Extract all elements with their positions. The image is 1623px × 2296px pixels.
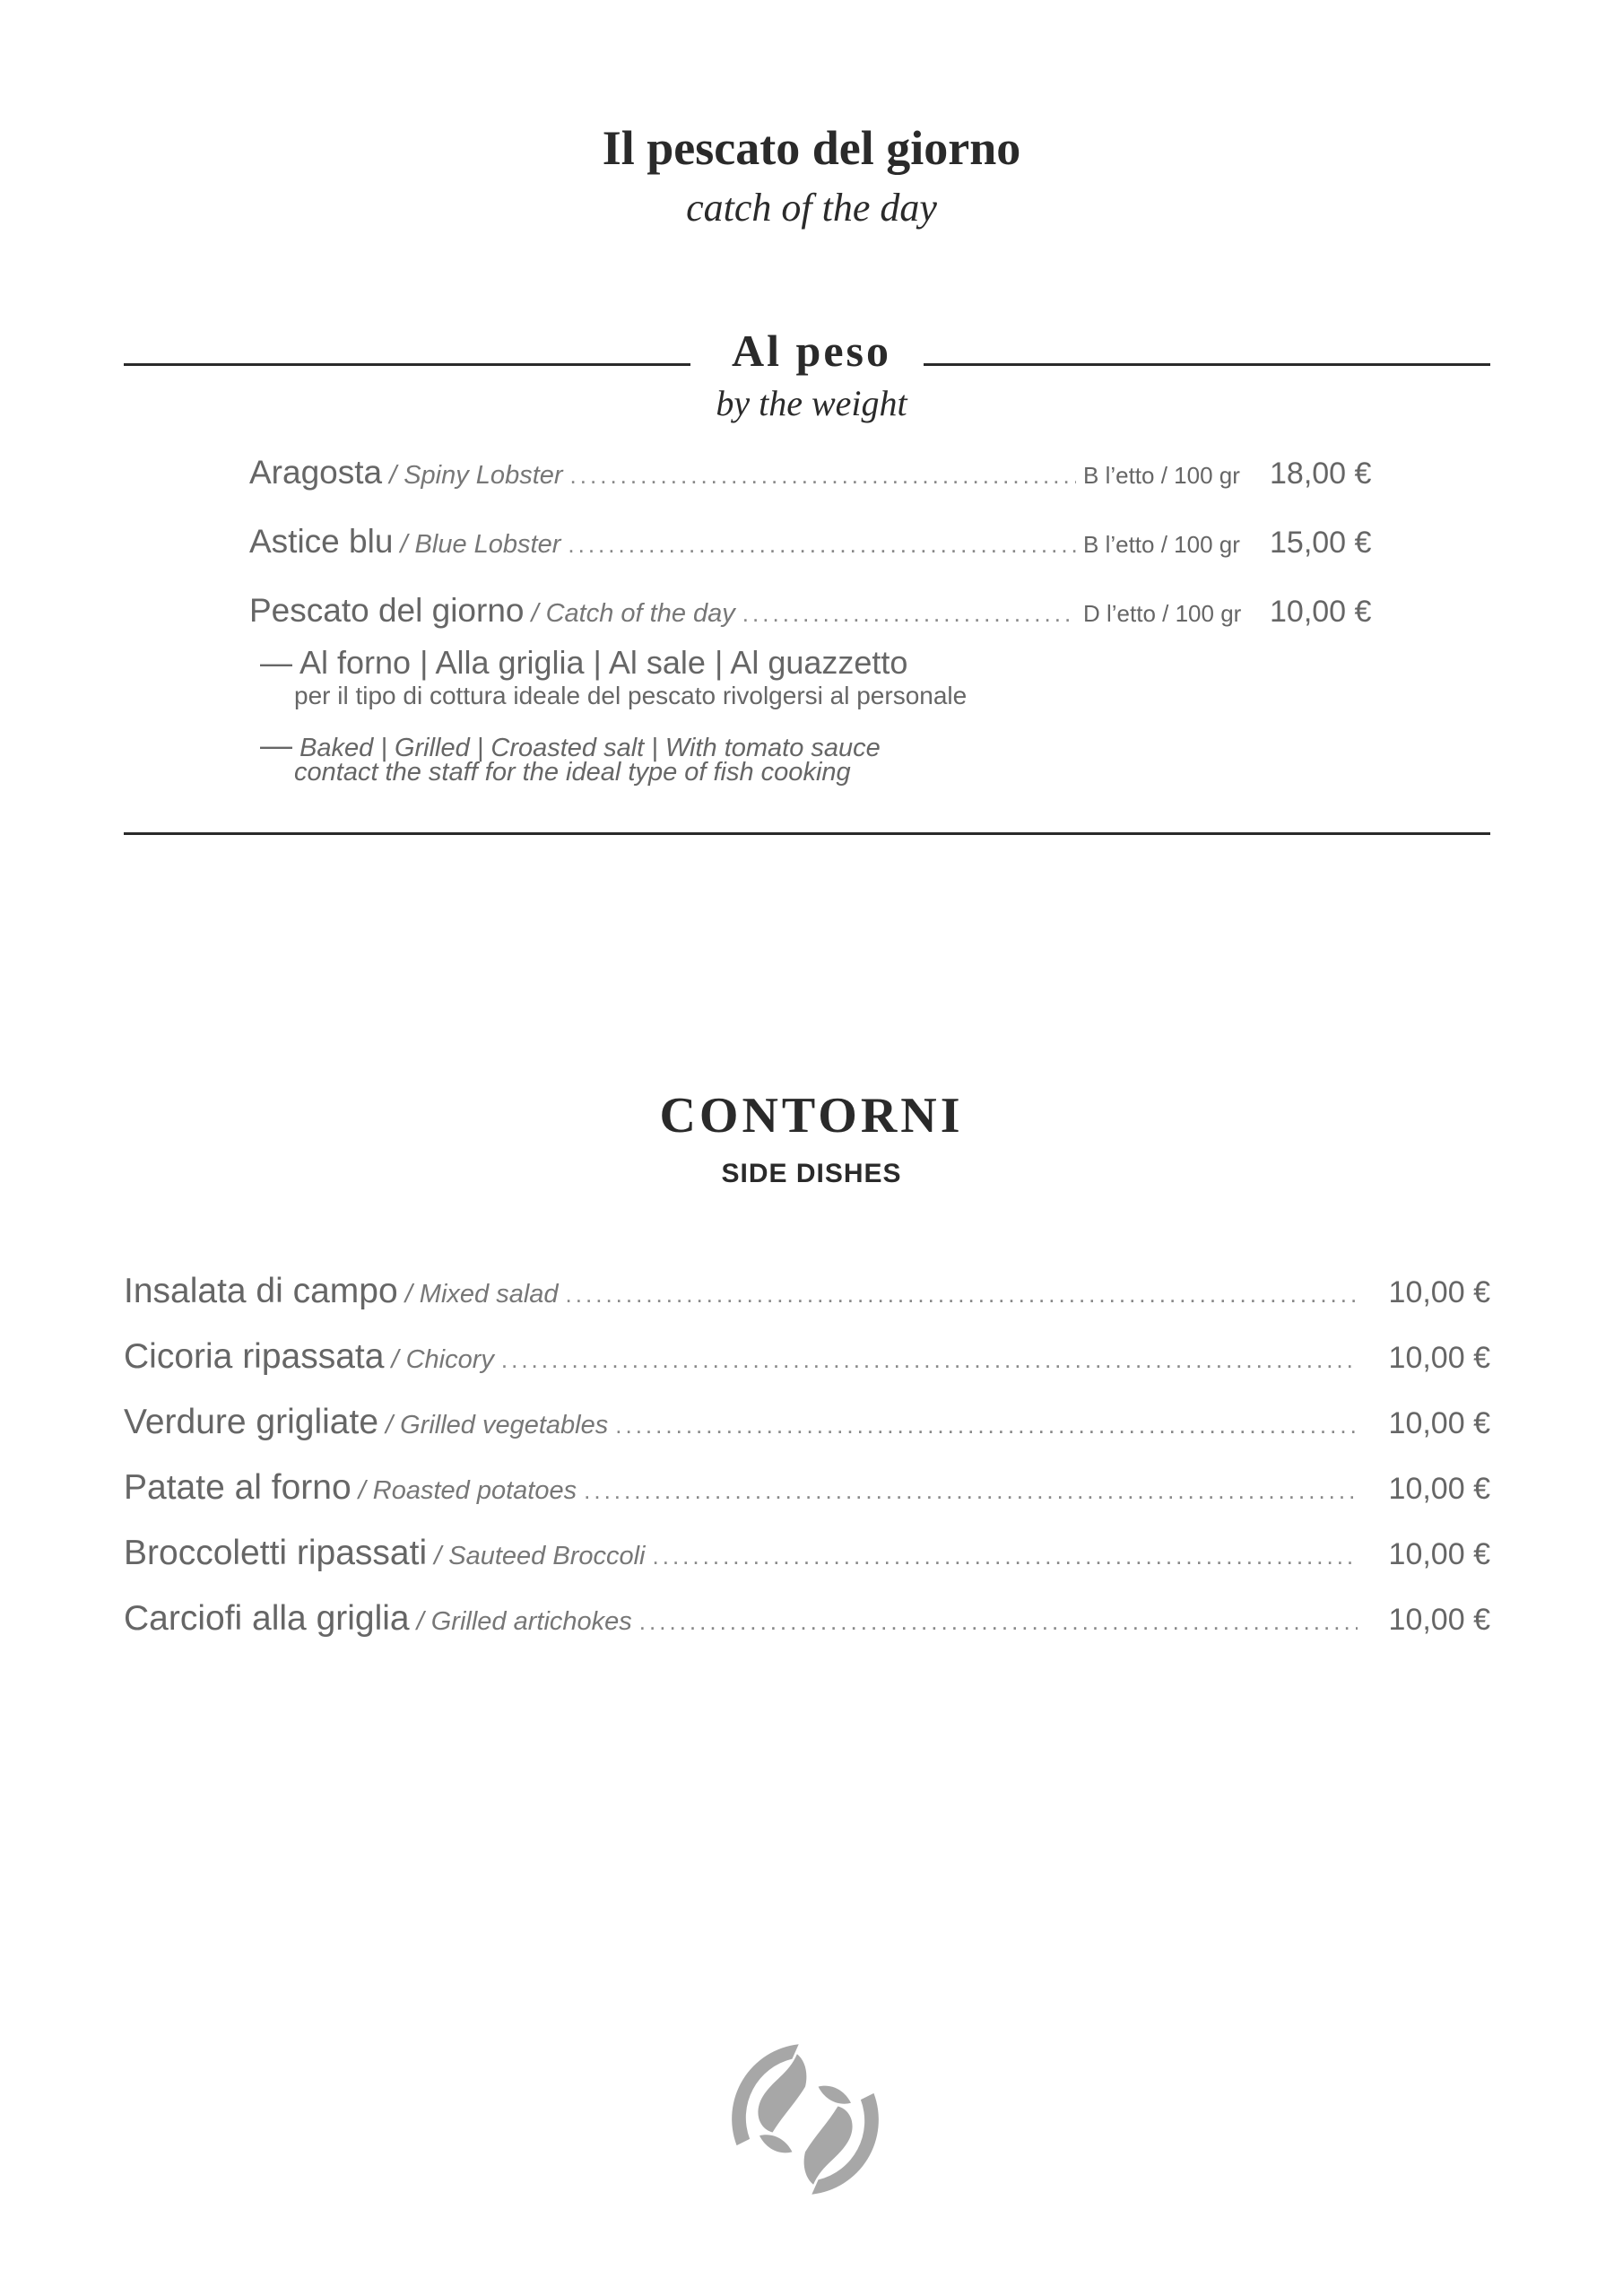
menu-item <box>124 1534 1490 1573</box>
item-translation: / Spiny Lobster <box>389 461 563 490</box>
dot-leader <box>584 1477 1358 1505</box>
section-title-weight: Al peso <box>732 326 891 376</box>
dot-leader <box>615 1412 1358 1439</box>
dot-leader <box>639 1608 1358 1636</box>
menu-item <box>124 1599 1490 1639</box>
menu-item <box>124 1337 1490 1377</box>
item-price: 10,00 € <box>1388 1472 1490 1506</box>
item-price: 10,00 € <box>1388 1603 1490 1637</box>
divider-bottom <box>124 832 1490 835</box>
dash: — <box>260 726 292 763</box>
item-unit: B l’etto / 100 gr <box>1083 462 1240 489</box>
item-price: 10,00 € <box>1388 1537 1490 1571</box>
item-translation: / Mixed salad <box>404 1280 559 1309</box>
menu-item <box>249 592 1386 630</box>
menu-item <box>124 1272 1490 1311</box>
menu-item <box>249 523 1386 561</box>
dash: — <box>260 644 292 681</box>
cooking-options-text: Al forno | Alla griglia | Al sale | Al guazzetto <box>299 644 908 681</box>
item-unit: D l’etto / 100 gr <box>1083 600 1242 627</box>
dot-leader <box>570 462 1076 490</box>
dot-leader <box>742 600 1076 628</box>
item-name: Aragosta <box>249 454 383 491</box>
item-name: Carciofi alla griglia <box>124 1599 410 1638</box>
item-price: 10,00 € <box>1388 1275 1490 1309</box>
leaf-circle-logo-icon <box>724 2038 887 2201</box>
page-title: Il pescato del giorno <box>602 121 1021 175</box>
menu-item <box>124 1403 1490 1442</box>
item-price: 10,00 € <box>1388 1406 1490 1440</box>
item-translation: / Grilled artichokes <box>416 1607 632 1636</box>
dot-leader <box>653 1543 1358 1570</box>
item-translation: / Blue Lobster <box>400 530 561 559</box>
item-translation: / Sauteed Broccoli <box>434 1542 646 1570</box>
page-subtitle: catch of the day <box>686 186 937 230</box>
item-name: Cicoria ripassata <box>124 1337 385 1376</box>
item-unit: B l’etto / 100 gr <box>1083 531 1240 558</box>
item-price: 18,00 € <box>1270 457 1372 491</box>
menu-item <box>124 1468 1490 1508</box>
section-subtitle-weight: by the weight <box>716 383 907 423</box>
section-title-sides: CONTORNI <box>659 1088 964 1144</box>
item-name: Broccoletti ripassati <box>124 1534 428 1572</box>
item-price: 15,00 € <box>1270 526 1372 560</box>
item-price: 10,00 € <box>1270 595 1372 629</box>
dot-leader <box>501 1346 1358 1374</box>
cooking-options-text: Baked | Grilled | Croasted salt | With tomato sauce <box>299 734 881 762</box>
menu-item <box>249 454 1386 491</box>
cooking-note-en: contact the staff for the ideal type of fish cooking <box>294 758 851 787</box>
item-name: Verdure grigliate <box>124 1403 379 1441</box>
item-name: Pescato del giorno <box>249 592 525 629</box>
item-translation: / Grilled vegetables <box>386 1411 609 1439</box>
item-price: 10,00 € <box>1388 1341 1490 1375</box>
item-translation: / Chicory <box>391 1345 494 1374</box>
item-translation: / Catch of the day <box>531 599 735 628</box>
item-translation: / Roasted potatoes <box>358 1476 577 1505</box>
item-name: Astice blu <box>249 523 394 560</box>
dot-leader <box>566 1281 1358 1309</box>
item-name: Insalata di campo <box>124 1272 398 1310</box>
cooking-note-it: per il tipo di cottura ideale del pescato rivolgersi al personale <box>294 682 968 709</box>
item-name: Patate al forno <box>124 1468 352 1507</box>
section-subtitle-sides: SIDE DISHES <box>721 1159 902 1188</box>
dot-leader <box>568 531 1076 559</box>
cooking-options-it <box>260 644 907 682</box>
